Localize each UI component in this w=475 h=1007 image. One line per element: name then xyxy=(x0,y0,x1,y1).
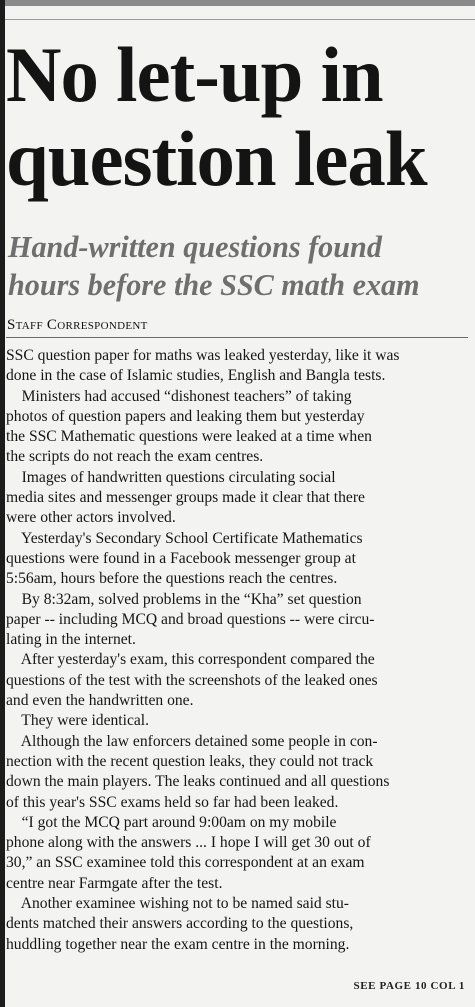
top-border-band xyxy=(5,0,475,6)
article-body xyxy=(6,346,466,955)
article-line: questions of the test with the screenshots of the leaked ones xyxy=(6,671,378,689)
article-line: Ministers had accused “dishonest teachers” of taking xyxy=(6,387,352,405)
article-line: SSC question paper for maths was leaked yesterday, like it was xyxy=(6,347,400,364)
headline-line-1: No let-up in xyxy=(6,31,383,118)
article-line: Yesterday's Secondary School Certificate Mathematics xyxy=(6,529,363,547)
article-line: nection with the recent question leaks, they could not track xyxy=(6,752,374,770)
article-line: done in the case of Islamic studies, English and Bangla tests. xyxy=(6,367,386,385)
page-left-edge xyxy=(0,0,5,1007)
article-line: huddling together near the exam centre in the morning. xyxy=(6,935,350,953)
byline: Staff Correspondent xyxy=(7,317,148,333)
article-line: After yesterday's exam, this correspondent compared the xyxy=(6,651,375,669)
article-line: Images of handwritten questions circulating social xyxy=(6,468,336,486)
article-line: Another examinee wishing not to be named said stu- xyxy=(6,895,349,913)
subheadline-line-1: Hand-written questions found xyxy=(8,230,382,264)
byline-divider xyxy=(6,337,468,338)
article-line: lating in the internet. xyxy=(6,631,136,649)
subheadline-line-2: hours before the SSC math exam xyxy=(8,268,420,302)
article-line: and even the handwritten one. xyxy=(6,692,194,710)
article-line: photos of question papers and leaking them but yesterday xyxy=(6,407,365,425)
article-line: 5:56am, hours before the questions reach the centres. xyxy=(6,570,338,588)
article-line: questions were found in a Facebook messenger group at xyxy=(6,549,356,567)
headline-line-2: question leak xyxy=(6,115,427,202)
subheadline xyxy=(8,228,475,304)
article-line: dents matched their answers according to the questions, xyxy=(6,915,354,933)
article-line: were other actors involved. xyxy=(6,509,176,527)
article-line: of this year's SSC exams held so far had been leaked. xyxy=(6,793,339,811)
article-line: By 8:32am, solved problems in the “Kha” set question xyxy=(6,590,362,608)
continuation-reference: SEE PAGE 10 COL 1 xyxy=(353,980,465,992)
article-line: paper -- including MCQ and broad questions -- were circu- xyxy=(6,610,375,628)
top-divider xyxy=(5,19,475,20)
article-line: “I got the MCQ part around 9:00am on my mobile xyxy=(6,813,337,831)
article-line: the scripts do not reach the exam centres. xyxy=(6,448,264,466)
article-line: the SSC Mathematic questions were leaked at a time when xyxy=(6,428,372,446)
article-line: down the main players. The leaks continued and all questions xyxy=(6,773,390,791)
article-line: media sites and messenger groups made it clear that there xyxy=(6,489,365,507)
article-line: centre near Farmgate after the test. xyxy=(6,874,223,892)
article-line: Although the law enforcers detained some people in con- xyxy=(6,732,378,750)
article-line: They were identical. xyxy=(6,712,150,730)
article-line: 30,” an SSC examinee told this correspondent at an exam xyxy=(6,854,365,872)
article-line: phone along with the answers ... I hope I will get 30 out of xyxy=(6,834,371,852)
headline xyxy=(6,33,475,201)
